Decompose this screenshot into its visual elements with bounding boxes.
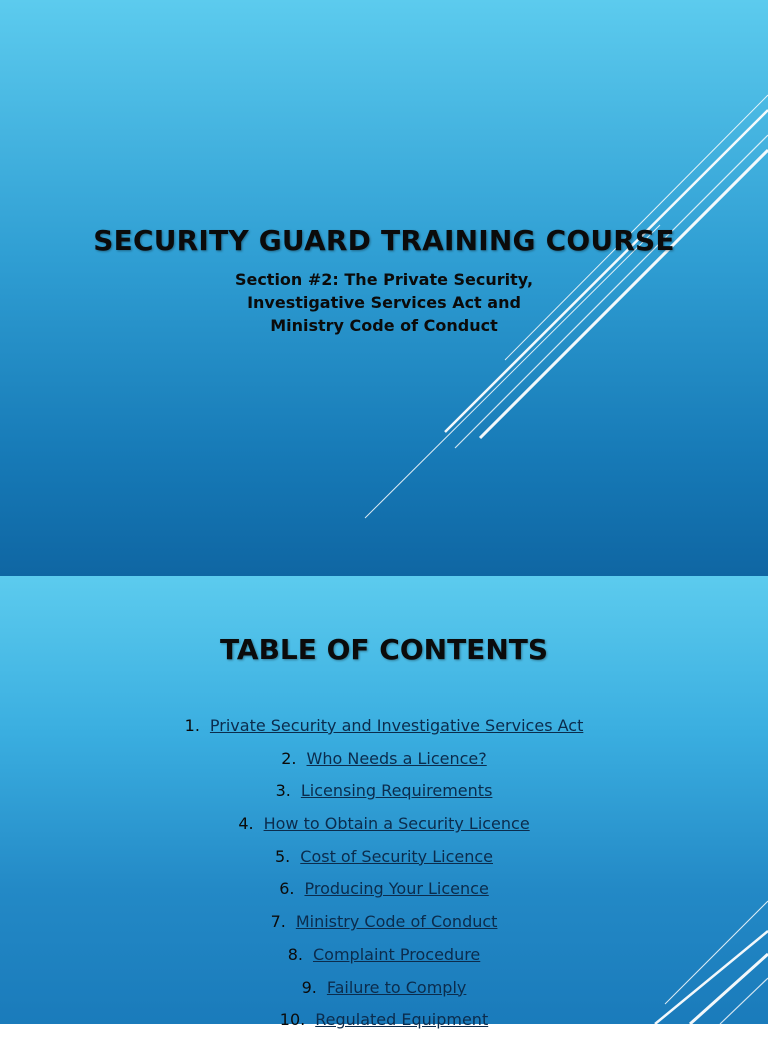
toc-item [0,908,768,941]
toc-link-failure-to-comply[interactable]: Failure to Comply [326,977,467,997]
toc-link-obtain-licence[interactable]: How to Obtain a Security Licence [263,814,530,834]
toc-link-code-of-conduct[interactable]: Ministry Code of Conduct [295,912,498,932]
toc-item [0,712,768,745]
toc-item-number: 9. [301,977,317,997]
course-subtitle [0,268,768,337]
toc-item [0,974,768,1007]
toc-link-private-security-act[interactable]: Private Security and Investigative Services Act [209,716,584,735]
toc-item [0,875,768,908]
toc-item [0,745,768,778]
toc-title: TABLE OF CONTENTS [219,633,549,666]
toc-item [0,843,768,876]
toc-item-number: 4. [238,814,254,834]
toc-link-complaint-procedure[interactable]: Complaint Procedure [312,944,481,964]
toc-item [0,810,768,843]
subtitle-line: Section #2: The Private Security, [234,270,534,289]
toc-item-number: 6. [279,879,295,899]
toc-item [0,941,768,974]
subtitle-line: Investigative Services Act and [247,293,521,312]
toc-item-number: 2. [281,748,297,768]
toc-item-number: 7. [270,912,286,932]
course-title: SECURITY GUARD TRAINING COURSE [93,224,675,257]
toc-link-cost-of-licence[interactable]: Cost of Security Licence [300,846,493,866]
toc-item [0,777,768,810]
toc-link-licensing-requirements[interactable]: Licensing Requirements [300,781,493,801]
toc-item-number: 10. [279,1010,306,1030]
toc-item [0,1006,768,1039]
toc-item-number: 1. [184,716,200,735]
toc-link-who-needs-licence[interactable]: Who Needs a Licence? [306,748,487,768]
subtitle-line: Ministry Code of Conduct [270,316,498,335]
toc-item-number: 8. [287,944,303,964]
toc-item-number: 3. [275,781,291,801]
toc-item-number: 5. [275,846,291,866]
toc-list [0,712,768,1039]
toc-link-regulated-equipment[interactable]: Regulated Equipment [315,1010,489,1030]
toc-link-producing-licence[interactable]: Producing Your Licence [304,879,489,899]
